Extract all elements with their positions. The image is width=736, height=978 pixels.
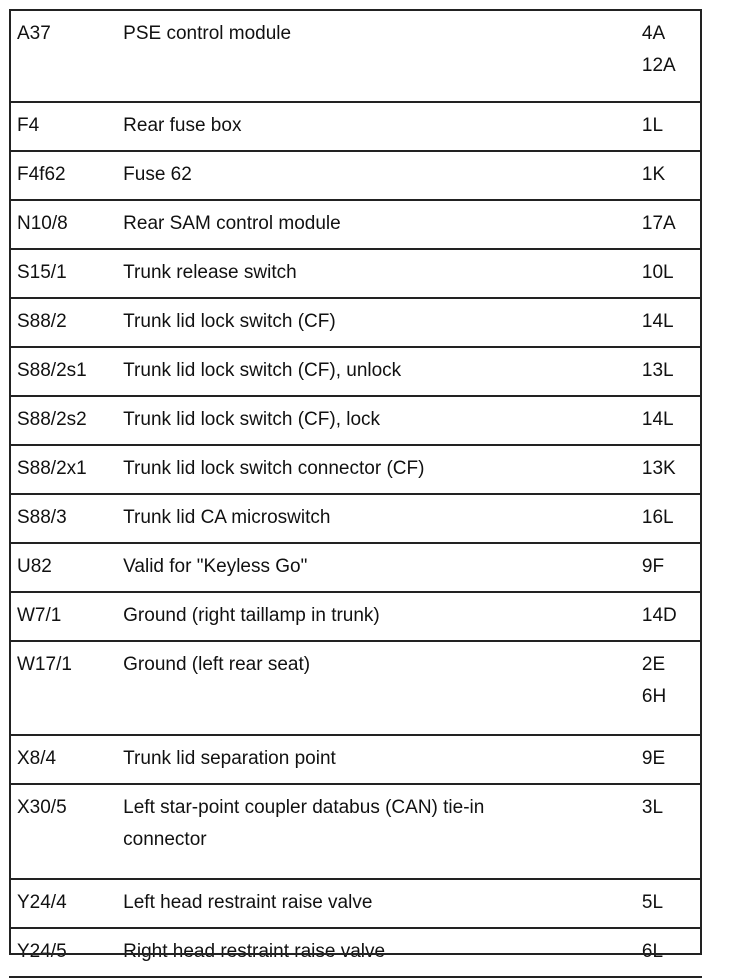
grid-location bbox=[642, 151, 702, 200]
grid-location-value: 9F bbox=[641, 556, 665, 577]
component-code: Y24/5 bbox=[9, 928, 123, 977]
grid-location bbox=[642, 784, 702, 879]
table-row bbox=[9, 784, 702, 879]
table-row bbox=[9, 543, 702, 592]
description-line: connector bbox=[123, 829, 207, 850]
grid-location bbox=[642, 249, 702, 298]
grid-location-value: 14L bbox=[641, 409, 674, 430]
component-code: U82 bbox=[9, 543, 123, 592]
description-line: Trunk lid lock switch connector (CF) bbox=[123, 458, 425, 479]
grid-location-value: 10L bbox=[641, 262, 674, 283]
table-row bbox=[9, 249, 702, 298]
component-code: S88/2s2 bbox=[9, 396, 123, 445]
description-line: Trunk release switch bbox=[123, 262, 297, 283]
legend-body bbox=[9, 10, 702, 977]
component-code: S88/2x1 bbox=[9, 445, 123, 494]
component-code: X30/5 bbox=[9, 784, 123, 879]
component-code: S88/3 bbox=[9, 494, 123, 543]
description-line: Trunk lid lock switch (CF), lock bbox=[123, 409, 381, 430]
component-code: W7/1 bbox=[9, 592, 123, 641]
table-row bbox=[9, 200, 702, 249]
grid-location bbox=[642, 102, 702, 151]
component-description bbox=[123, 347, 642, 396]
grid-location bbox=[642, 641, 702, 735]
grid-location-value: 6L bbox=[641, 941, 664, 962]
grid-location bbox=[642, 592, 702, 641]
component-description bbox=[123, 249, 642, 298]
table-row bbox=[9, 641, 702, 735]
description-line: Fuse 62 bbox=[123, 164, 192, 185]
grid-location bbox=[642, 494, 702, 543]
component-code: Y24/4 bbox=[9, 879, 123, 928]
table-row bbox=[9, 735, 702, 784]
grid-location-value: 13L bbox=[641, 360, 674, 381]
table-row bbox=[9, 445, 702, 494]
description-line: Trunk lid lock switch (CF) bbox=[123, 311, 336, 332]
component-description bbox=[123, 200, 642, 249]
component-description bbox=[123, 735, 642, 784]
component-code: X8/4 bbox=[9, 735, 123, 784]
component-description bbox=[123, 592, 642, 641]
grid-location-value: 1L bbox=[641, 115, 664, 136]
grid-location-value: 1K bbox=[641, 164, 666, 185]
table-row bbox=[9, 10, 702, 102]
grid-location bbox=[642, 879, 702, 928]
grid-location-value: 4A bbox=[641, 23, 666, 44]
table-row bbox=[9, 102, 702, 151]
table-row bbox=[9, 592, 702, 641]
component-description bbox=[123, 641, 642, 735]
table-row bbox=[9, 396, 702, 445]
description-line: Valid for "Keyless Go" bbox=[123, 556, 308, 577]
grid-location-value: 6H bbox=[641, 686, 667, 707]
grid-location-value: 9E bbox=[641, 748, 666, 769]
grid-location bbox=[642, 298, 702, 347]
component-description bbox=[123, 543, 642, 592]
grid-location bbox=[642, 445, 702, 494]
description-line: PSE control module bbox=[123, 23, 292, 44]
table-row bbox=[9, 879, 702, 928]
description-line: Trunk lid CA microswitch bbox=[123, 507, 331, 528]
component-description bbox=[123, 784, 642, 879]
component-code: S88/2s1 bbox=[9, 347, 123, 396]
component-description bbox=[123, 928, 642, 977]
description-line: Trunk lid lock switch (CF), unlock bbox=[123, 360, 402, 381]
component-description bbox=[123, 879, 642, 928]
grid-location-value: 12A bbox=[641, 55, 676, 76]
description-line: Left star-point coupler databus (CAN) tie-in bbox=[123, 797, 485, 818]
grid-location-value: 3L bbox=[641, 797, 664, 818]
table-row bbox=[9, 347, 702, 396]
component-description bbox=[123, 10, 642, 102]
component-description bbox=[123, 445, 642, 494]
component-description bbox=[123, 396, 642, 445]
component-code: A37 bbox=[9, 10, 123, 102]
grid-location-value: 5L bbox=[641, 892, 664, 913]
grid-location bbox=[642, 347, 702, 396]
description-line: Trunk lid separation point bbox=[123, 748, 336, 769]
grid-location bbox=[642, 928, 702, 977]
component-legend-table bbox=[9, 9, 702, 978]
grid-location-value: 13K bbox=[641, 458, 676, 479]
component-description bbox=[123, 151, 642, 200]
grid-location bbox=[642, 543, 702, 592]
grid-location-value: 17A bbox=[641, 213, 676, 234]
description-line: Rear fuse box bbox=[123, 115, 242, 136]
component-description bbox=[123, 298, 642, 347]
component-code: S15/1 bbox=[9, 249, 123, 298]
grid-location-value: 2E bbox=[641, 654, 666, 675]
component-description bbox=[123, 494, 642, 543]
grid-location-value: 14D bbox=[641, 605, 677, 626]
description-line: Ground (left rear seat) bbox=[123, 654, 311, 675]
table-row bbox=[9, 298, 702, 347]
table-row bbox=[9, 494, 702, 543]
component-description bbox=[123, 102, 642, 151]
grid-location-value: 16L bbox=[641, 507, 674, 528]
component-code: N10/8 bbox=[9, 200, 123, 249]
component-code: F4f62 bbox=[9, 151, 123, 200]
grid-location bbox=[642, 200, 702, 249]
grid-location-value: 14L bbox=[641, 311, 674, 332]
description-line: Left head restraint raise valve bbox=[123, 892, 373, 913]
description-line: Right head restraint raise valve bbox=[123, 941, 386, 962]
description-line: Ground (right taillamp in trunk) bbox=[123, 605, 380, 626]
table-row bbox=[9, 928, 702, 977]
component-code: F4 bbox=[9, 102, 123, 151]
grid-location bbox=[642, 10, 702, 102]
component-code: W17/1 bbox=[9, 641, 123, 735]
table-row bbox=[9, 151, 702, 200]
description-line: Rear SAM control module bbox=[123, 213, 341, 234]
grid-location bbox=[642, 735, 702, 784]
grid-location bbox=[642, 396, 702, 445]
component-code: S88/2 bbox=[9, 298, 123, 347]
